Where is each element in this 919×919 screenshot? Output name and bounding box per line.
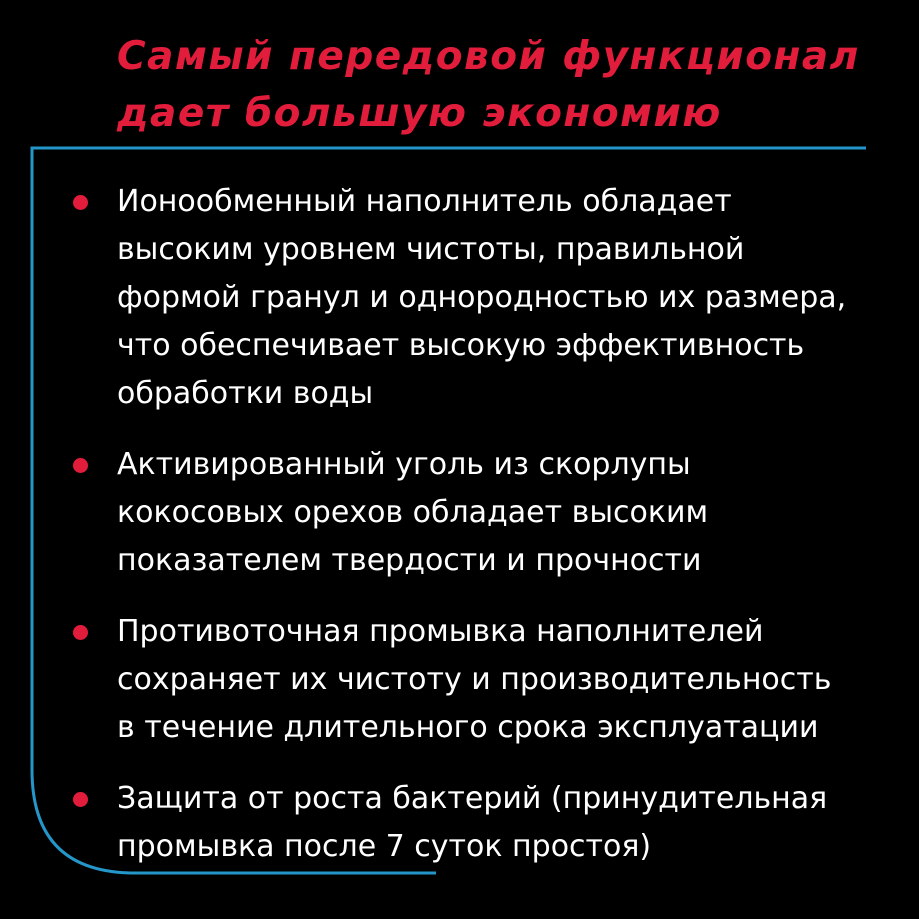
feature-list (70, 178, 890, 894)
feature-item-activated-carbon (70, 441, 890, 585)
feature-text-counterflow-rinse: Противоточная промывка наполнителей сохраняет их чистоту и производительность в течение длительного срока эксплуатации (117, 614, 832, 745)
headline-line-1: Самый передовой функционал (117, 34, 860, 79)
feature-text-ion-exchange: Ионообменный наполнитель обладает высоким уровнем чистоты, правильной формой гранул и однородностью их размера, что обеспечивает высокую эффективность обработки воды (117, 184, 847, 411)
feature-text-bacteria-protection: Защита от роста бактерий (принудительная промывка после 7 суток простоя) (117, 781, 828, 864)
feature-item-bacteria-protection (70, 775, 890, 871)
feature-item-counterflow-rinse (70, 608, 890, 752)
headline-line-2: дает большую экономию (117, 91, 722, 136)
feature-item-ion-exchange (70, 178, 890, 418)
red-dot-icon (73, 625, 88, 640)
red-dot-icon (73, 458, 88, 473)
headline (117, 28, 897, 142)
red-dot-icon (73, 195, 88, 210)
red-dot-icon (73, 792, 88, 807)
feature-text-activated-carbon: Активированный уголь из скорлупы кокосовых орехов обладает высоким показателем твердости и прочности (117, 447, 709, 578)
